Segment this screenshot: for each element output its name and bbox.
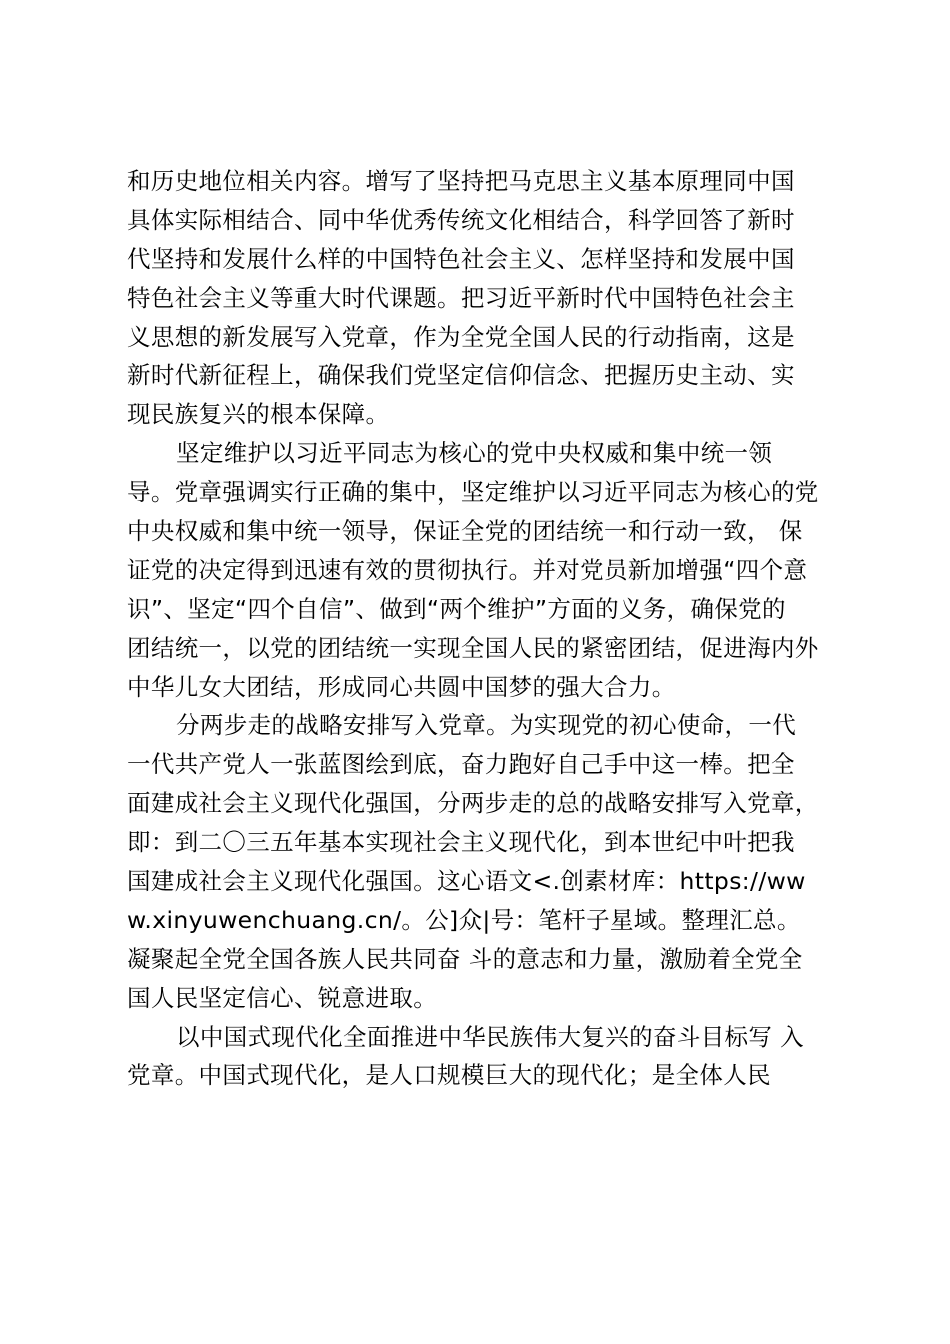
document-body xyxy=(127,162,847,1095)
text-line: 义思想的新发展写入党章，作为全党全国人民的行动指南，这是 xyxy=(127,322,795,351)
text-line: 特色社会主义等重大时代课题。把习近平新时代中国特色社会主 xyxy=(127,283,795,312)
text-line: 一代共产党人一张蓝图绘到底，奋力跑好自己手中这一棒。把全 xyxy=(127,750,795,779)
text-line: 证党的决定得到迅速有效的贯彻执行。并对党员新加增强“四个意 xyxy=(127,555,808,584)
text-line: 代坚持和发展什么样的中国特色社会主义、怎样坚持和发展中国 xyxy=(127,244,795,273)
text-line: 中华儿女大团结，形成同心共圆中国梦的强大合力。 xyxy=(127,672,676,701)
text-line: 团结统一，以党的团结统一实现全国人民的紧密团结，促进海内外 xyxy=(127,633,819,662)
text-line: 即：到二〇三五年基本实现社会主义现代化，到本世纪中叶把我 xyxy=(127,828,795,857)
text-line: 党章。中国式现代化，是人口规模巨大的现代化；是全体人民 xyxy=(127,1061,771,1090)
text-line: 中央权威和集中统一领导，保证全党的团结统一和行动一致， 保 xyxy=(127,517,803,546)
paragraph-first-line: 坚定维护以习近平同志为核心的党中央权威和集中统一领 xyxy=(176,439,773,468)
text-line: 识”、坚定“四个自信”、做到“两个维护”方面的义务，确保党的 xyxy=(127,594,786,623)
text-line: 凝聚起全党全国各族人民共同奋 斗的意志和力量，激励着全党全 xyxy=(127,944,803,973)
text-line: 和历史地位相关内容。增写了坚持把马克思主义基本原理同中国 xyxy=(127,167,795,195)
paragraph-first-line: 以中国式现代化全面推进中华民族伟大复兴的奋斗目标写 入 xyxy=(176,1022,804,1051)
text-line: 国人民坚定信心、锐意进取。 xyxy=(127,983,438,1012)
text-line: 具体实际相结合、同中华优秀传统文化相结合，科学回答了新时 xyxy=(127,205,795,234)
text-line: 新时代新征程上，确保我们党坚定信仰信念、把握历史主动、实 xyxy=(127,361,795,390)
text-line: 国建成社会主义现代化强国。这心语文<.创素材库：https://ww xyxy=(127,867,806,896)
text-line: w.xinyuwenchuang.cn/。公]众|号：笔杆子星域。整理汇总。 xyxy=(127,905,801,934)
paragraph-first-line: 分两步走的战略安排写入党章。为实现党的初心使命，一代 xyxy=(176,711,797,740)
text-line: 面建成社会主义现代化强国，分两步走的总的战略安排写入党章， xyxy=(127,789,819,818)
text-line: 现民族复兴的根本保障。 xyxy=(127,400,390,429)
text-line: 导。党章强调实行正确的集中，坚定维护以习近平同志为核心的党 xyxy=(127,478,819,507)
